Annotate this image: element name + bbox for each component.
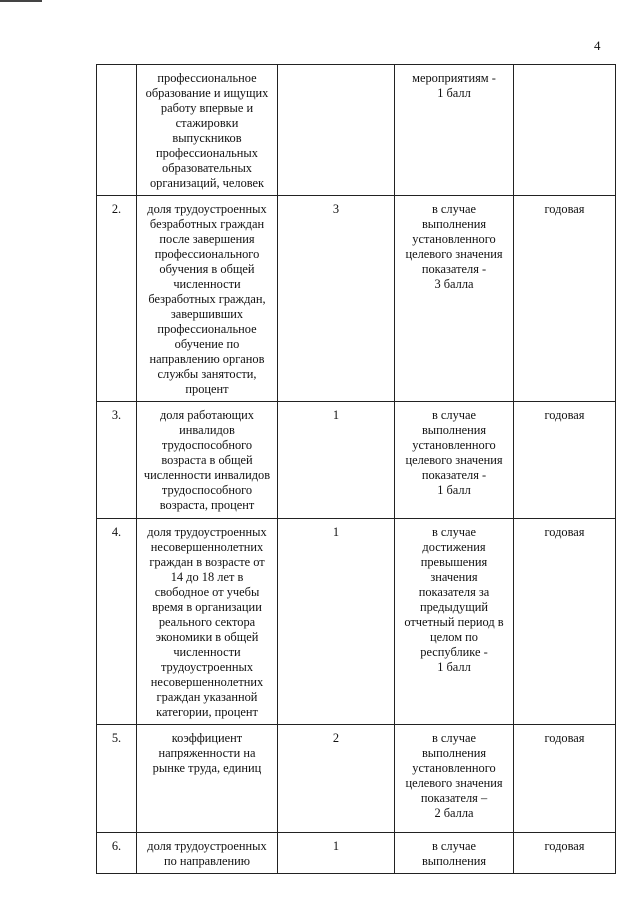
table-row [97, 725, 616, 833]
row-number-cell [97, 65, 137, 196]
indicator-name-cell: профессиональное образование и ищущих работу впервые и стажировки выпускников профессиональных образовательных организаций, человек [137, 65, 278, 196]
indicator-name-cell: доля работающих инвалидов трудоспособного возраста в общей численности инвалидов трудоспособного возраста, процент [137, 402, 278, 519]
period-cell [514, 65, 616, 196]
row-number-cell: 6. [97, 833, 137, 874]
weight-cell: 2 [278, 725, 395, 833]
indicators-table [96, 64, 616, 874]
row-number-cell: 4. [97, 519, 137, 725]
period-cell: годовая [514, 833, 616, 874]
weight-cell: 3 [278, 196, 395, 402]
condition-cell: мероприятиям - 1 балл [395, 65, 514, 196]
indicator-name-cell: доля трудоустроенных несовершеннолетних граждан в возрасте от 14 до 18 лет в свободное от учебы время в организации реального сектора экономики в общей численности трудоустроенных несовершеннолетних граждан указанной категории, процент [137, 519, 278, 725]
table-row [97, 65, 616, 196]
period-cell: годовая [514, 725, 616, 833]
table-row [97, 402, 616, 519]
indicator-name-cell: доля трудоустроенных безработных граждан после завершения профессионального обучения в общей численности безработных граждан, завершивших профессиональное обучение по направлению органов службы занятости, процент [137, 196, 278, 402]
condition-cell: в случае выполнения [395, 833, 514, 874]
weight-cell [278, 65, 395, 196]
condition-cell: в случае выполнения установленного целевого значения показателя – 2 балла [395, 725, 514, 833]
indicator-name-cell: доля трудоустроенных по направлению [137, 833, 278, 874]
table-row [97, 196, 616, 402]
period-cell: годовая [514, 196, 616, 402]
weight-cell: 1 [278, 519, 395, 725]
row-number-cell: 2. [97, 196, 137, 402]
period-cell: годовая [514, 519, 616, 725]
table-row [97, 833, 616, 874]
table-row [97, 519, 616, 725]
row-number-cell: 3. [97, 402, 137, 519]
period-cell: годовая [514, 402, 616, 519]
indicator-name-cell: коэффициент напряженности на рынке труда, единиц [137, 725, 278, 833]
weight-cell: 1 [278, 402, 395, 519]
condition-cell: в случае выполнения установленного целевого значения показателя - 1 балл [395, 402, 514, 519]
weight-cell: 1 [278, 833, 395, 874]
row-number-cell: 5. [97, 725, 137, 833]
page-number: 4 [594, 38, 601, 53]
condition-cell: в случае достижения превышения значения показателя за предыдущий отчетный период в целом по республике - 1 балл [395, 519, 514, 725]
scan-top-edge [0, 0, 640, 3]
condition-cell: в случае выполнения установленного целевого значения показателя - 3 балла [395, 196, 514, 402]
